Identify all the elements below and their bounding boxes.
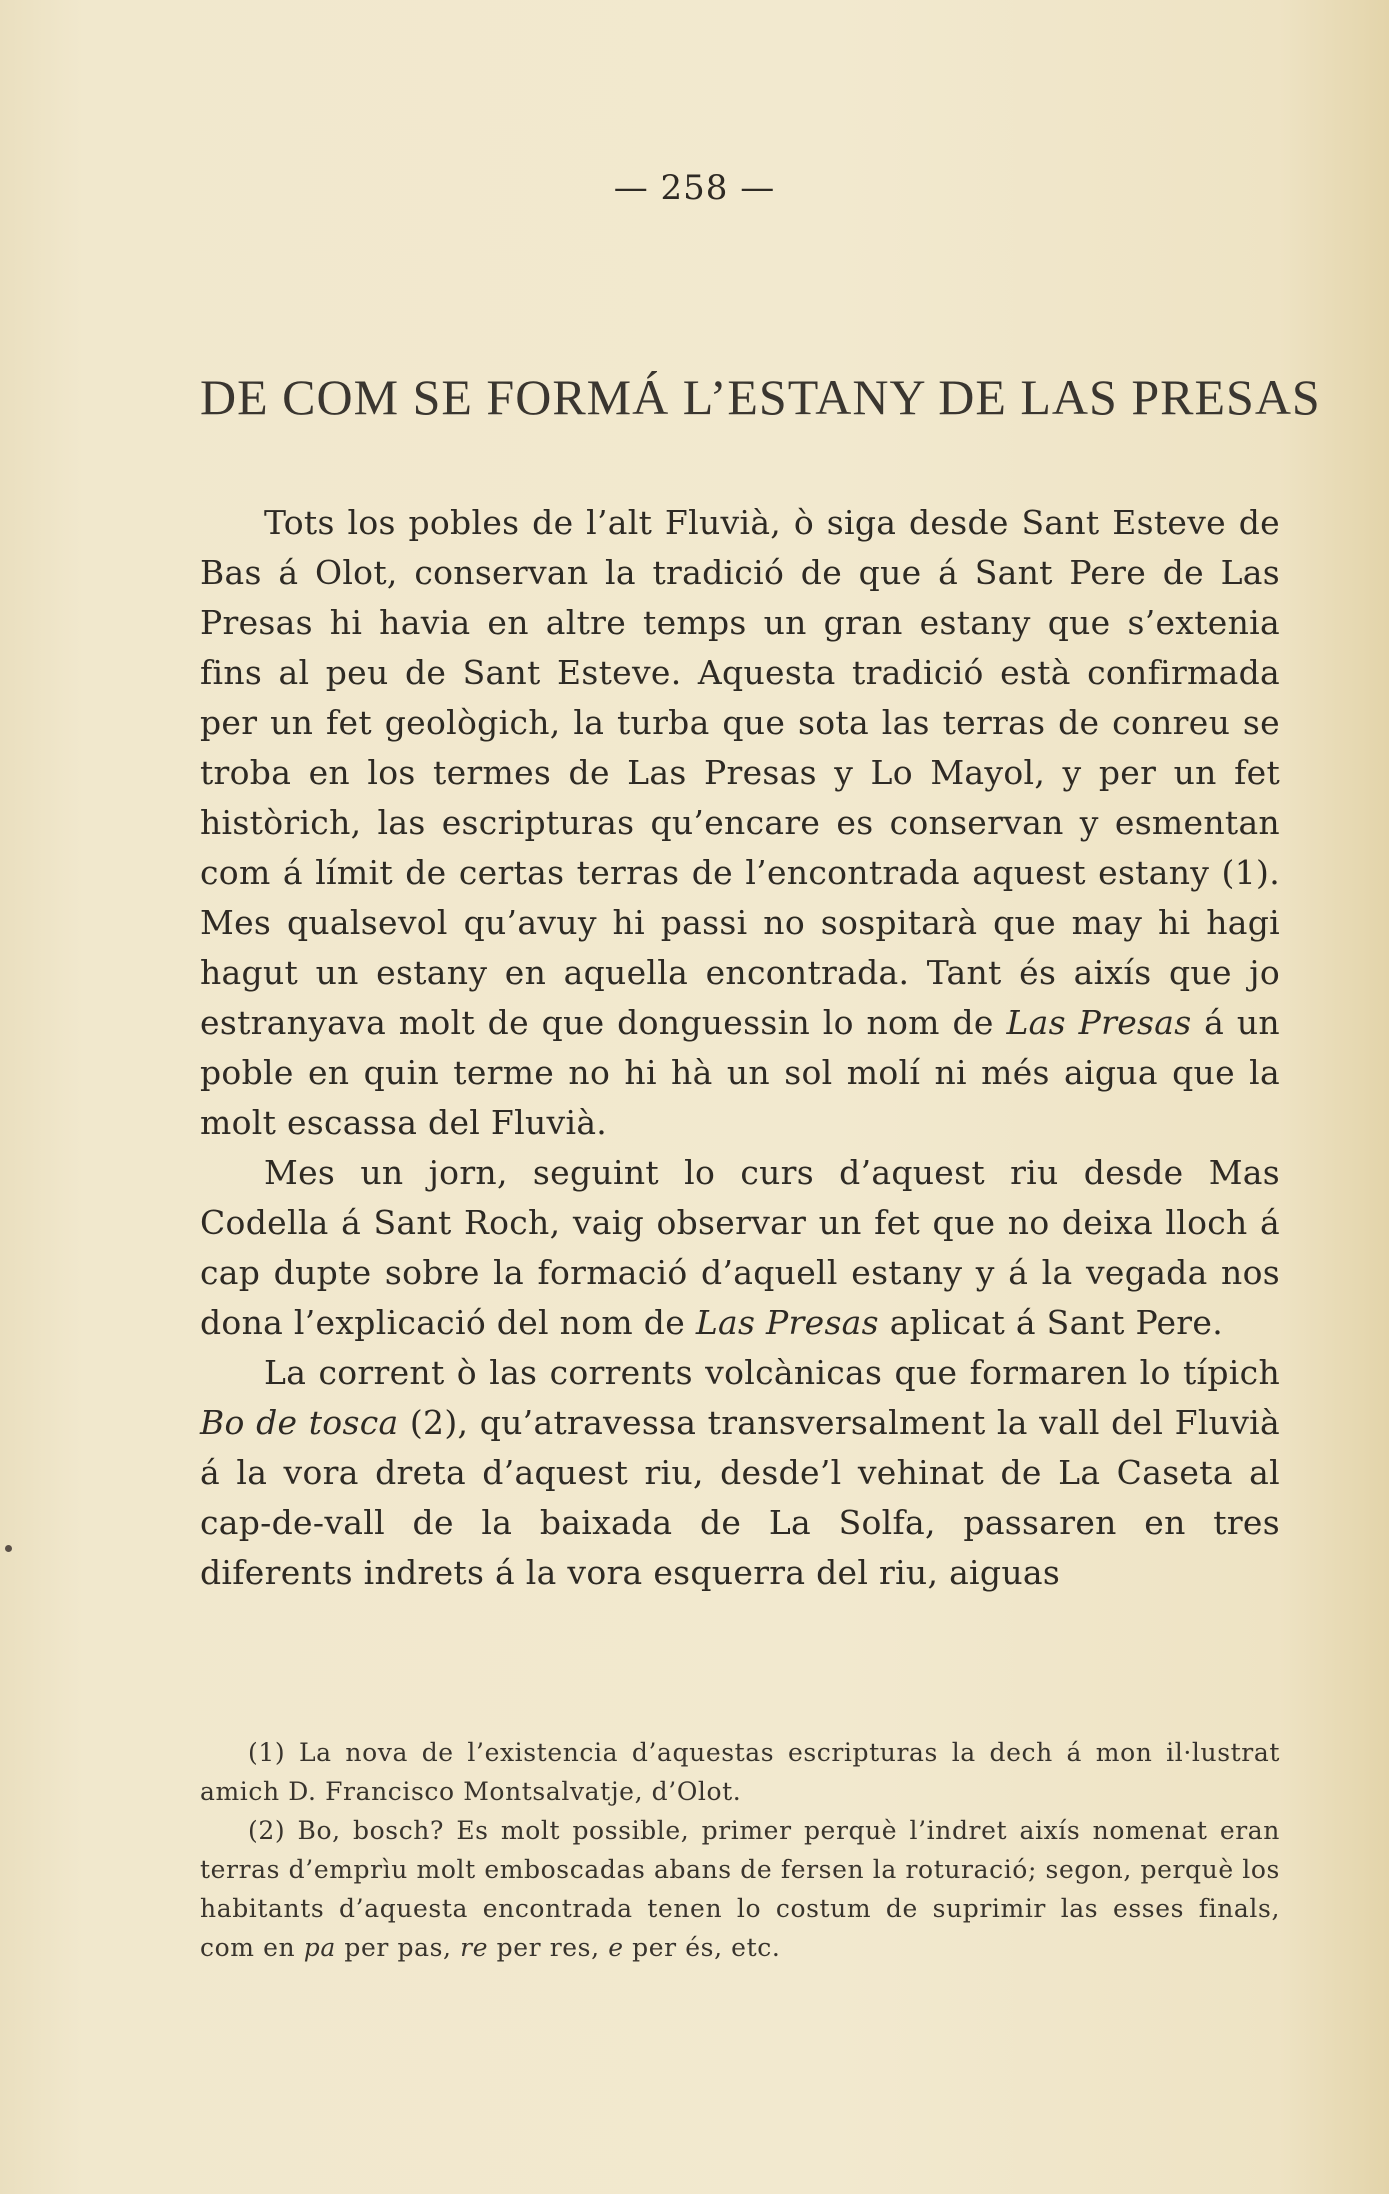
paragraph-text: Tots los pobles de l’alt Fluvià, ò siga desde Sant Esteve de Bas á Olot, conservan la tradició de que á Sant Pere de Las Presas hi havia en altre temps un gran estany que s’extenia fins al peu de Sant Esteve. Aquesta tradició està confirmada per un fet geològich, la turba que sota las terras de conreu se troba en los termes de Las Presas y Lo Mayol, y per un fet històrich, las escripturas qu’encare es conservan y esmentan com á límit de certas terras de l’encontrada aquest estany (1). Mes qualsevol qu’avuy hi passi no sospitarà que may hi hagi hagut un estany en aquella encontrada. Tant és aixís que jo estranyava molt de que donguessin lo nom de <box>200 503 1280 1042</box>
ink-speck <box>5 1545 12 1552</box>
footnote-text: per res, <box>488 1933 609 1962</box>
paragraph-text: (2), qu’atravessa transversalment la vall del Fluvià á la vora dreta d’aquest riu, desde’l vehinat de La Caseta al cap-de-vall de la baixada de La Solfa, passaren en tres diferents indrets á la vora esquerra del riu, aiguas <box>200 1403 1280 1592</box>
page-title: DE COM SE FORMÁ L’ESTANY DE LAS PRESAS <box>200 369 1321 425</box>
footnote-text: per és, etc. <box>623 1933 781 1962</box>
italic-term: Bo de tosca <box>200 1403 399 1442</box>
italic-term: Las Presas <box>1006 1003 1192 1042</box>
paragraph-text: La corrent ò las corrents volcànicas que formaren lo típich <box>264 1353 1280 1392</box>
footnote-text: per pas, <box>335 1933 461 1962</box>
italic-term: pa <box>303 1933 336 1962</box>
paragraph-text: aplicat á Sant Pere. <box>878 1303 1224 1342</box>
page-number: — 258 — <box>613 168 776 208</box>
italic-term: re <box>460 1933 489 1962</box>
body-text <box>200 498 1280 1598</box>
paragraph <box>200 1148 1280 1348</box>
paragraph <box>200 498 1280 1148</box>
footnote-2 <box>200 1811 1280 1967</box>
paragraph-text: Mes un jorn, seguint lo curs d’aquest riu desde Mas Codella á Sant Roch, vaig observar un fet que no deixa lloch á cap dupte sobre la formació d’aquell estany y á la vegada nos dona l’explicació del nom de <box>200 1153 1280 1342</box>
footnote-text: (2) Bo, bosch? Es molt possible, primer perquè l’indret aixís nomenat eran terras d’emprìu molt emboscadas abans de fersen la roturació; segon, perquè los habitants d’aquesta encontrada tenen lo costum de suprimir las esses finals, com en <box>200 1816 1280 1962</box>
footnote-1: (1) La nova de l’existencia d’aquestas escripturas la dech á mon il·lustrat amich D. Francisco Montsalvatje, d’Olot. <box>200 1738 1280 1806</box>
paragraph <box>200 1348 1280 1598</box>
paragraph-text: á un poble en quin terme no hi hà un sol molí ni més aigua que la molt escassa del Fluvià. <box>200 1003 1280 1142</box>
italic-term: e <box>608 1933 624 1962</box>
footnotes <box>200 1733 1280 1967</box>
italic-term: Las Presas <box>695 1303 879 1342</box>
